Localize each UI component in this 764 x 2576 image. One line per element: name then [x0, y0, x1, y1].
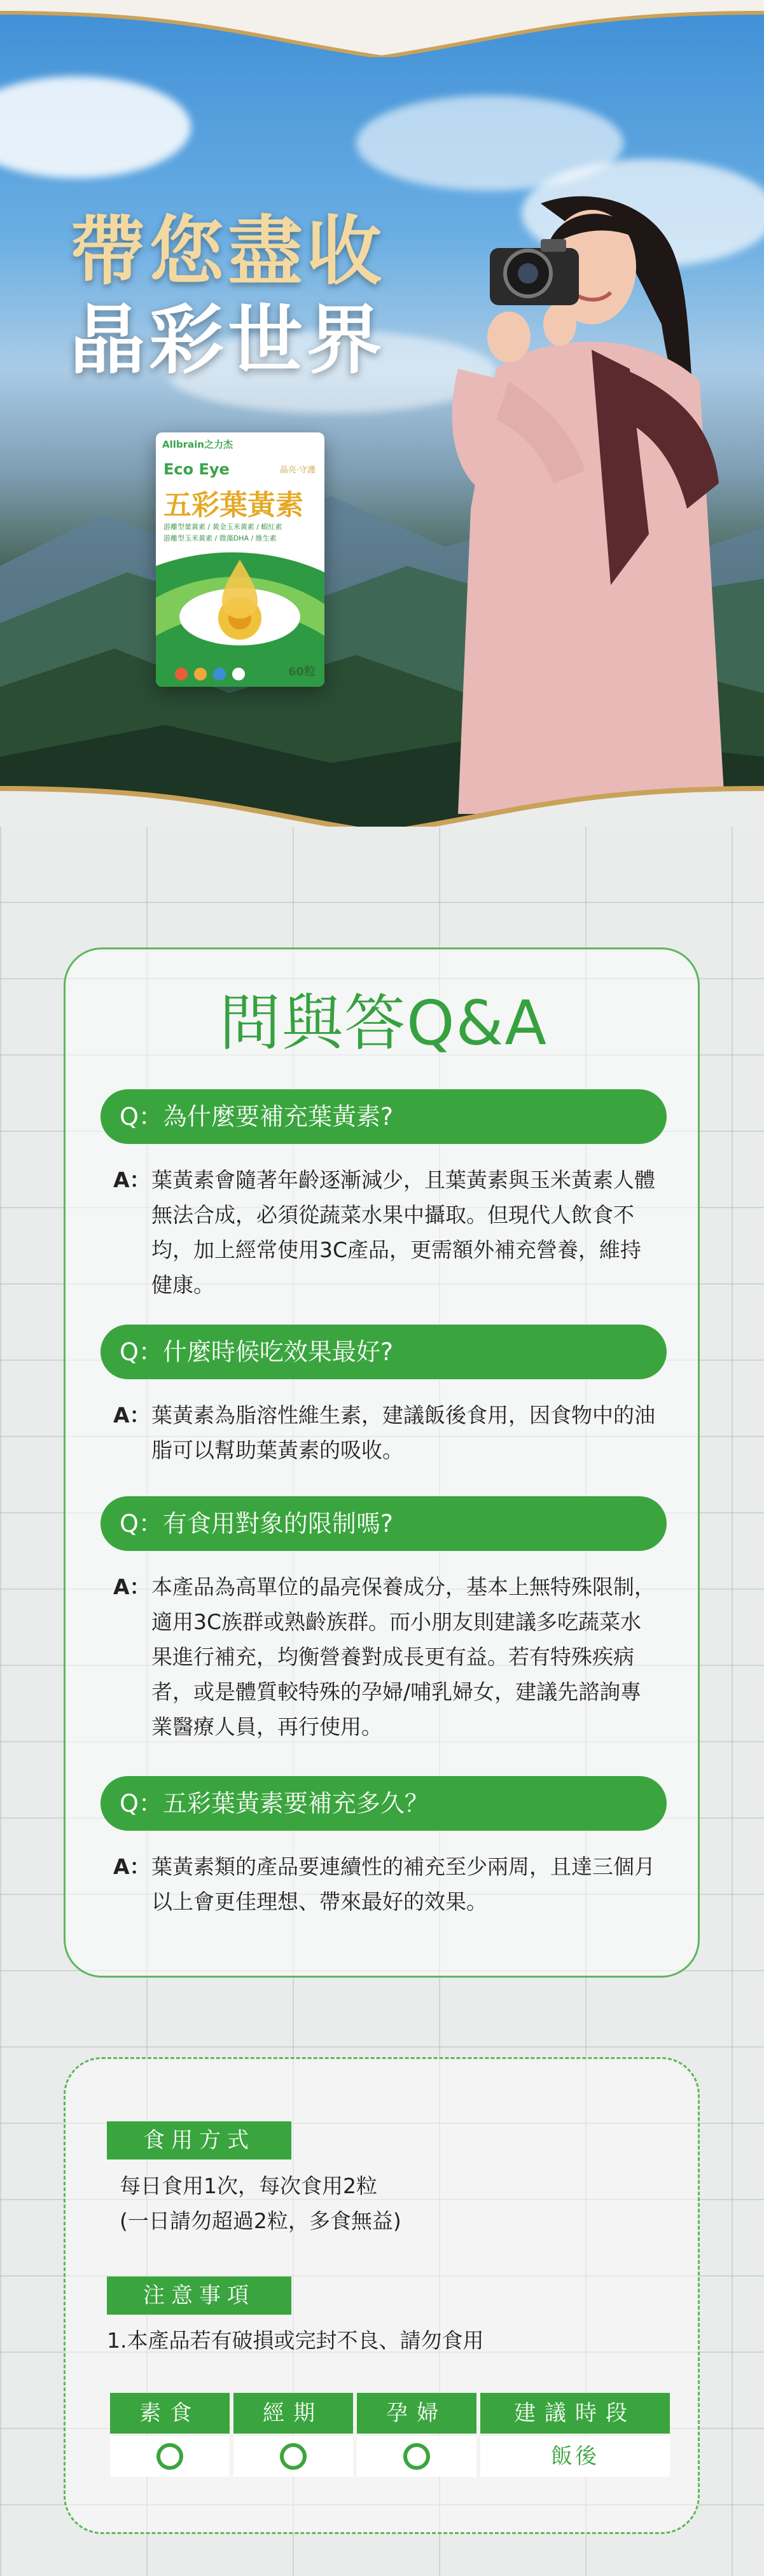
question-3: Q：有食用對象的限制嗎? — [101, 1496, 667, 1551]
answer-4 — [113, 1849, 660, 1925]
product-ingredients-1: 游離型葉黃素 / 黃金玉米黃素 / 蝦紅素 — [163, 523, 282, 531]
notice-label: 注意事項 — [107, 2276, 291, 2315]
woman-with-camera-illustration — [382, 178, 738, 814]
product-count: 60粒 — [288, 665, 316, 678]
table-header-timing: 建議時段 — [480, 2393, 670, 2434]
usage-method-label: 食用方式 — [107, 2121, 291, 2159]
usage-method-line1: 每日食用1次，每次食用2粒 — [120, 2173, 377, 2198]
question-2: Q：什麼時候吃效果最好? — [101, 1325, 667, 1379]
product-series: Eco Eye — [163, 460, 230, 478]
qa-card — [64, 947, 700, 1978]
table-cell-timing — [480, 2436, 670, 2477]
yes-circle-icon — [156, 2443, 183, 2470]
gold-frame-top — [0, 0, 764, 57]
yes-circle-icon — [280, 2443, 307, 2470]
table-header-period: 經期 — [233, 2393, 353, 2434]
qa-title: 問與答Q&A — [219, 988, 548, 1059]
question-1: Q：為什麼要補充葉黃素? — [101, 1089, 667, 1144]
answer-1-text: 葉黃素會隨著年齡逐漸減少，且葉黃素與玉米黃素人體無法合成，必須從蔬菜水果中攝取。但現代人飲食不均，加上經常使用3C產品，更需額外補充營養，維持健康。 — [151, 1167, 655, 1297]
hero-title-line2: 晶彩世界 — [70, 296, 386, 384]
table-cell-pregnant — [357, 2436, 476, 2477]
answer-4-text: 葉黃素類的產品要連續性的補充至少兩周，且達三個月以上會更佳理想、帶來最好的效果。 — [151, 1854, 655, 1914]
answer-mark: A： — [113, 1403, 151, 1428]
usage-method-line2: (一日請勿超過2粒，多食無益) — [120, 2208, 401, 2233]
timing-value: 飯後 — [551, 2444, 599, 2469]
product-tag: 晶亮·守護 — [279, 465, 316, 475]
answer-2 — [113, 1398, 660, 1474]
usage-card — [64, 2057, 700, 2534]
answer-mark: A： — [113, 1854, 151, 1879]
question-4: Q：五彩葉黃素要補充多久？ — [101, 1776, 667, 1831]
yes-circle-icon — [403, 2443, 430, 2470]
product-brand: Allbrain之力杰 — [162, 439, 233, 450]
answer-mark: A： — [113, 1167, 151, 1192]
table-cell-period — [233, 2436, 353, 2477]
answer-1 — [113, 1162, 660, 1309]
answer-3 — [113, 1569, 660, 1754]
table-header-vegetarian: 素食 — [110, 2393, 230, 2434]
product-box — [156, 432, 324, 687]
product-name: 五彩葉黃素 — [163, 489, 303, 521]
answer-3-text: 本產品為高單位的晶亮保養成分，基本上無特殊限制，適用3C族群或熟齡族群。而小朋友則建議多吃蔬菜水果進行補充，均衡營養對成長更有益。若有特殊疾病者，或是體質較特殊的孕婦/哺乳婦女，建議先諮詢專業醫療人員，再行使用。 — [151, 1574, 655, 1739]
table-header-pregnant: 孕婦 — [357, 2393, 476, 2434]
answer-2-text: 葉黃素為脂溶性維生素，建議飯後食用，因食物中的油脂可以幫助葉黃素的吸收。 — [151, 1403, 655, 1463]
answer-mark: A： — [113, 1574, 151, 1599]
notice-line1: 1.本產品若有破損或完封不良、請勿食用 — [107, 2328, 484, 2353]
hero-banner — [0, 0, 764, 839]
hero-title-line1: 帶您盡收 — [70, 207, 386, 295]
product-ingredients-2: 游離型玉米黃素 / 微藻DHA / 維生素 — [163, 534, 277, 542]
cloud — [0, 76, 191, 178]
table-cell-vegetarian — [110, 2436, 230, 2477]
